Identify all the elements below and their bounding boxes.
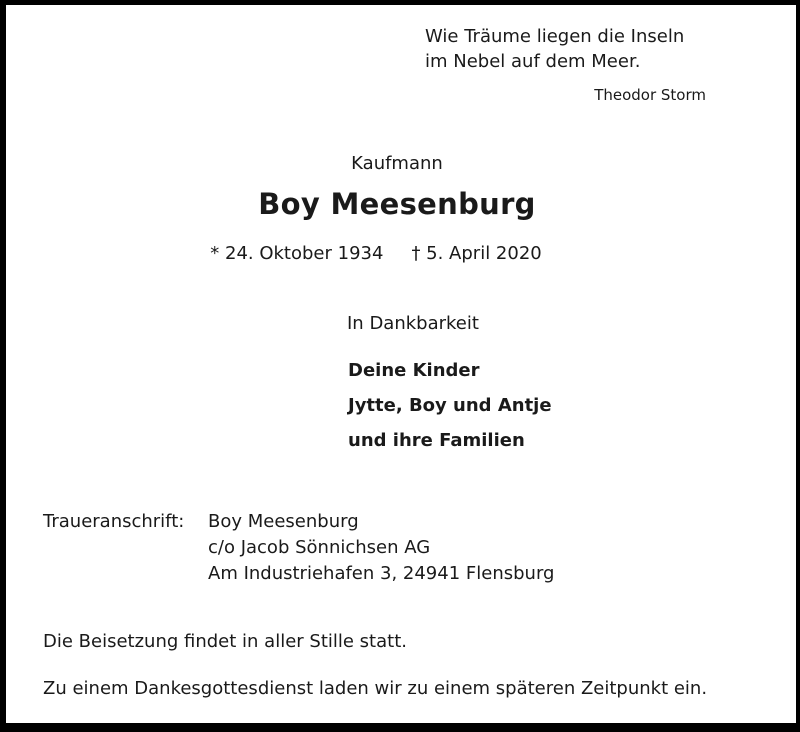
service-notice: Zu einem Dankesgottesdienst laden wir zu einem späteren Zeitpunkt ein. bbox=[43, 678, 708, 699]
burial-notice: Die Beisetzung findet in aller Stille statt. bbox=[43, 631, 407, 652]
mourner-line-2: Jytte, Boy und Antje bbox=[348, 395, 552, 416]
quote-line-1: Wie Träume liegen die Inseln bbox=[425, 26, 685, 47]
quote-line-2: im Nebel auf dem Meer. bbox=[425, 51, 641, 72]
life-dates bbox=[6, 243, 746, 264]
death-date: † 5. April 2020 bbox=[411, 243, 542, 264]
obituary-card bbox=[6, 5, 796, 723]
address-line-1: Boy Meesenburg bbox=[208, 511, 359, 532]
address-line-2: c/o Jacob Sönnichsen AG bbox=[208, 537, 431, 558]
deceased-profession: Kaufmann bbox=[351, 153, 443, 174]
address-line-3: Am Industriehafen 3, 24941 Flensburg bbox=[208, 563, 555, 584]
thanks-intro: In Dankbarkeit bbox=[347, 313, 479, 334]
mourner-line-1: Deine Kinder bbox=[348, 360, 480, 381]
mourner-line-3: und ihre Familien bbox=[348, 430, 525, 451]
address-label: Traueranschrift: bbox=[43, 511, 185, 532]
deceased-name: Boy Meesenburg bbox=[258, 187, 536, 221]
birth-date: * 24. Oktober 1934 bbox=[210, 243, 384, 264]
quote-author: Theodor Storm bbox=[594, 86, 706, 104]
